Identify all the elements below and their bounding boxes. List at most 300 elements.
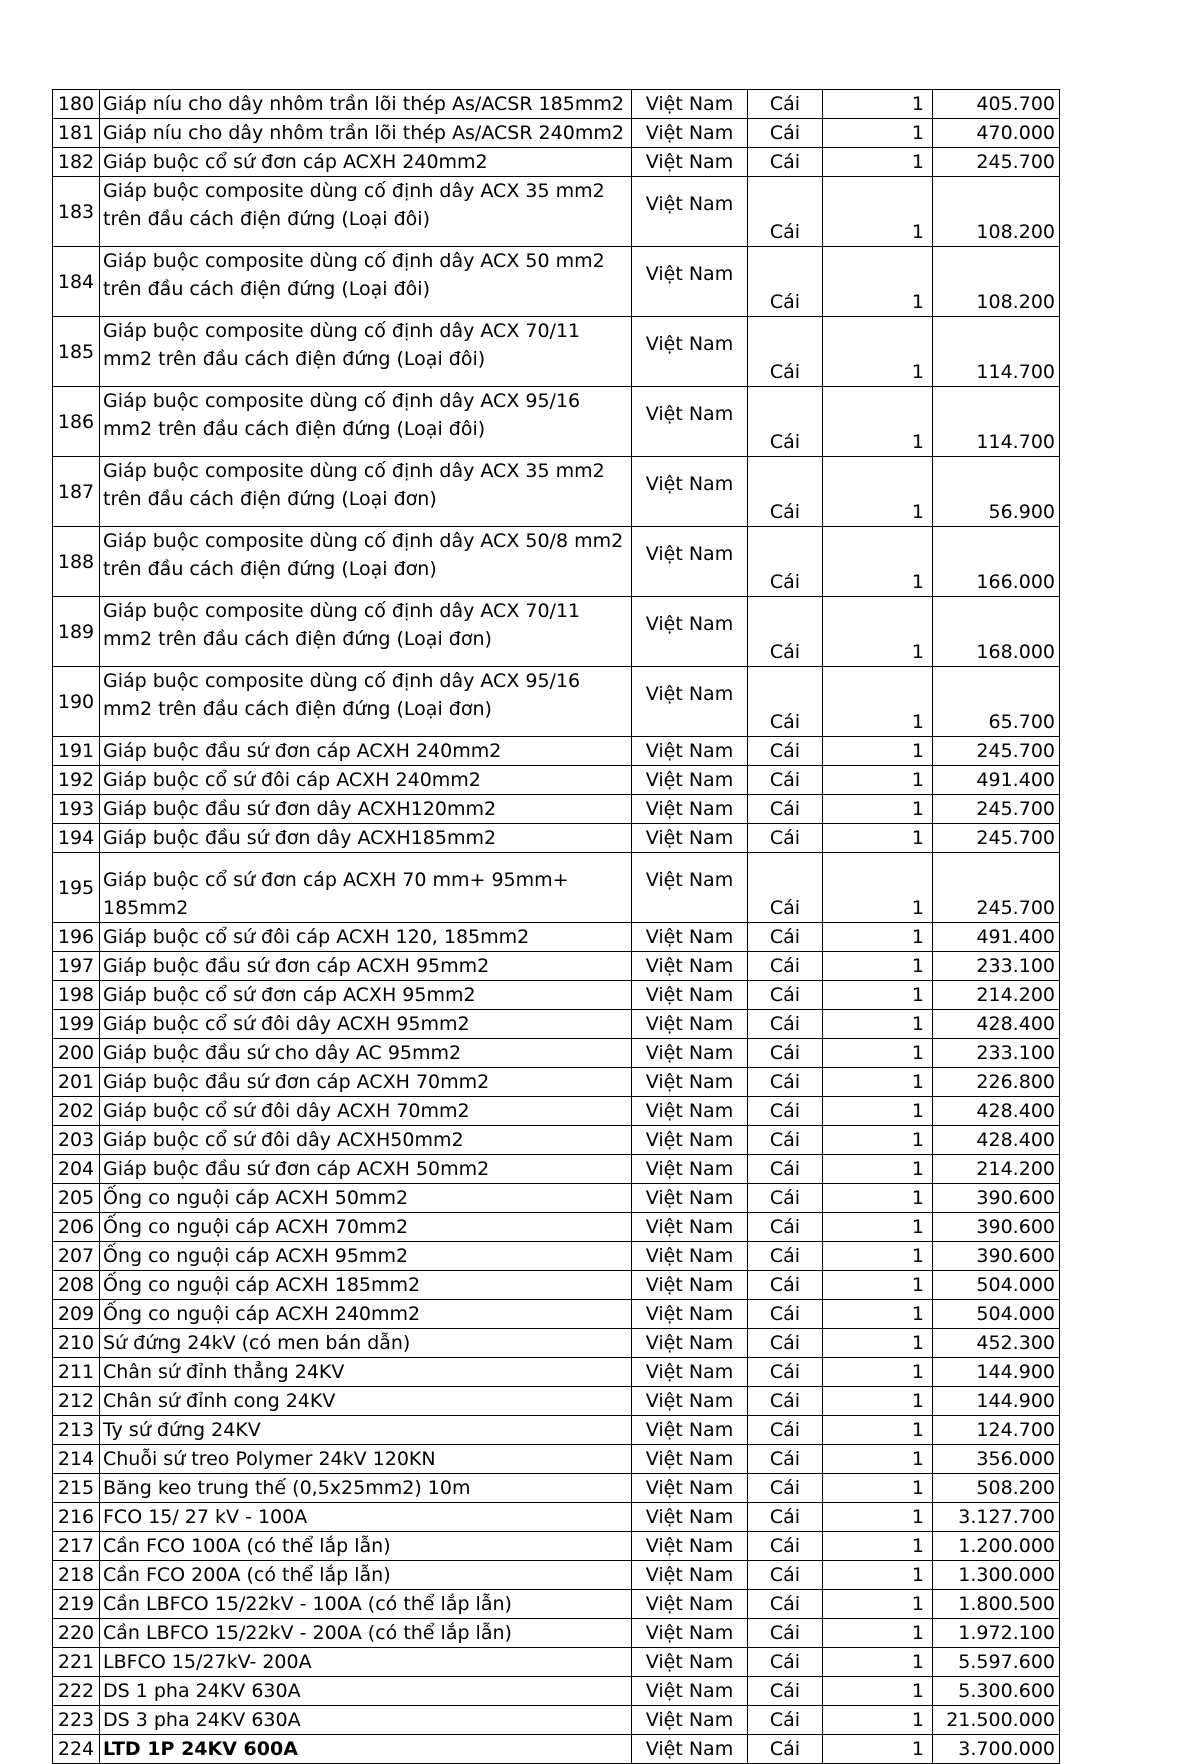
item-name: Cần LBFCO 15/22kV - 200A (có thể lắp lẫn)	[100, 1619, 632, 1648]
item-name: Cần LBFCO 15/22kV - 100A (có thể lắp lẫn)	[100, 1590, 632, 1619]
item-price: 168.000	[933, 597, 1060, 667]
row-number: 212	[53, 1387, 100, 1416]
item-name: Giáp buộc composite dùng cố định dây ACX 95/16 mm2 trên đầu cách điện đứng (Loại đôi)	[100, 387, 632, 457]
item-price: 65.700	[933, 667, 1060, 737]
item-unit: Cái	[748, 667, 823, 737]
item-origin: Việt Nam	[632, 1329, 748, 1358]
item-quantity: 1	[823, 1068, 933, 1097]
row-number: 189	[53, 597, 100, 667]
item-unit: Cái	[748, 1648, 823, 1677]
item-unit: Cái	[748, 1416, 823, 1445]
row-number: 192	[53, 766, 100, 795]
table-row	[53, 1039, 1060, 1068]
row-number: 196	[53, 923, 100, 952]
item-name: Băng keo trung thế (0,5x25mm2) 10m	[100, 1474, 632, 1503]
item-name: LTD 1P 24KV 600A	[100, 1735, 632, 1764]
table-row	[53, 1213, 1060, 1242]
table-row	[53, 737, 1060, 766]
item-quantity: 1	[823, 795, 933, 824]
item-unit: Cái	[748, 795, 823, 824]
item-name: Giáp buộc composite dùng cố định dây ACX 70/11 mm2 trên đầu cách điện đứng (Loại đơn)	[100, 597, 632, 667]
item-quantity: 1	[823, 1039, 933, 1068]
table-row	[53, 952, 1060, 981]
item-unit: Cái	[748, 1735, 823, 1764]
row-number: 194	[53, 824, 100, 853]
table-row	[53, 1358, 1060, 1387]
item-origin: Việt Nam	[632, 1706, 748, 1735]
item-price: 504.000	[933, 1271, 1060, 1300]
table-row	[53, 1010, 1060, 1039]
item-price: 1.972.100	[933, 1619, 1060, 1648]
table-row	[53, 667, 1060, 737]
item-price: 108.200	[933, 247, 1060, 317]
table-row	[53, 387, 1060, 457]
item-origin: Việt Nam	[632, 1474, 748, 1503]
table-row	[53, 1126, 1060, 1155]
table-row	[53, 1474, 1060, 1503]
item-unit: Cái	[748, 1242, 823, 1271]
item-name: Chân sứ đỉnh thẳng 24KV	[100, 1358, 632, 1387]
row-number: 204	[53, 1155, 100, 1184]
item-unit: Cái	[748, 1532, 823, 1561]
item-quantity: 1	[823, 737, 933, 766]
item-quantity: 1	[823, 177, 933, 247]
item-origin: Việt Nam	[632, 387, 748, 457]
item-unit: Cái	[748, 1097, 823, 1126]
table-row	[53, 923, 1060, 952]
item-origin: Việt Nam	[632, 1155, 748, 1184]
item-origin: Việt Nam	[632, 1271, 748, 1300]
item-origin: Việt Nam	[632, 1648, 748, 1677]
item-origin: Việt Nam	[632, 1126, 748, 1155]
item-name: Ty sứ đứng 24KV	[100, 1416, 632, 1445]
table-row	[53, 1242, 1060, 1271]
row-number: 224	[53, 1735, 100, 1764]
item-quantity: 1	[823, 1126, 933, 1155]
item-name: Giáp buộc cổ sứ đôi dây ACXH50mm2	[100, 1126, 632, 1155]
row-number: 198	[53, 981, 100, 1010]
item-quantity: 1	[823, 1329, 933, 1358]
table-row	[53, 853, 1060, 923]
item-origin: Việt Nam	[632, 737, 748, 766]
item-quantity: 1	[823, 667, 933, 737]
item-quantity: 1	[823, 1300, 933, 1329]
item-quantity: 1	[823, 923, 933, 952]
table-row	[53, 1329, 1060, 1358]
item-unit: Cái	[748, 387, 823, 457]
row-number: 199	[53, 1010, 100, 1039]
item-origin: Việt Nam	[632, 1039, 748, 1068]
item-unit: Cái	[748, 1706, 823, 1735]
table-row	[53, 247, 1060, 317]
item-quantity: 1	[823, 1677, 933, 1706]
item-price: 5.597.600	[933, 1648, 1060, 1677]
item-quantity: 1	[823, 1271, 933, 1300]
row-number: 208	[53, 1271, 100, 1300]
item-name: Sứ đứng 24kV (có men bán dẫn)	[100, 1329, 632, 1358]
item-unit: Cái	[748, 247, 823, 317]
item-quantity: 1	[823, 1590, 933, 1619]
item-price: 3.700.000	[933, 1735, 1060, 1764]
item-price: 390.600	[933, 1184, 1060, 1213]
item-price: 214.200	[933, 1155, 1060, 1184]
item-price: 491.400	[933, 923, 1060, 952]
item-quantity: 1	[823, 1010, 933, 1039]
item-price: 452.300	[933, 1329, 1060, 1358]
table-row	[53, 1300, 1060, 1329]
item-name: Giáp buộc cổ sứ đôi dây ACXH 70mm2	[100, 1097, 632, 1126]
item-origin: Việt Nam	[632, 527, 748, 597]
item-origin: Việt Nam	[632, 1619, 748, 1648]
item-name: Chân sứ đỉnh cong 24KV	[100, 1387, 632, 1416]
row-number: 191	[53, 737, 100, 766]
item-price: 1.200.000	[933, 1532, 1060, 1561]
table-row	[53, 1561, 1060, 1590]
item-origin: Việt Nam	[632, 1445, 748, 1474]
row-number: 211	[53, 1358, 100, 1387]
item-name: Ống co nguội cáp ACXH 70mm2	[100, 1213, 632, 1242]
price-table	[52, 89, 1060, 1764]
item-origin: Việt Nam	[632, 1503, 748, 1532]
item-unit: Cái	[748, 177, 823, 247]
item-unit: Cái	[748, 1561, 823, 1590]
item-price: 114.700	[933, 387, 1060, 457]
item-quantity: 1	[823, 387, 933, 457]
item-unit: Cái	[748, 1010, 823, 1039]
item-price: 21.500.000	[933, 1706, 1060, 1735]
item-price: 124.700	[933, 1416, 1060, 1445]
row-number: 207	[53, 1242, 100, 1271]
item-unit: Cái	[748, 1068, 823, 1097]
row-number: 184	[53, 247, 100, 317]
item-quantity: 1	[823, 1416, 933, 1445]
item-name: Ống co nguội cáp ACXH 50mm2	[100, 1184, 632, 1213]
item-price: 491.400	[933, 766, 1060, 795]
row-number: 221	[53, 1648, 100, 1677]
item-origin: Việt Nam	[632, 795, 748, 824]
item-quantity: 1	[823, 148, 933, 177]
table-row	[53, 1387, 1060, 1416]
row-number: 193	[53, 795, 100, 824]
item-price: 428.400	[933, 1097, 1060, 1126]
item-name: Giáp buộc cổ sứ đôi cáp ACXH 240mm2	[100, 766, 632, 795]
item-name: Chuỗi sứ treo Polymer 24kV 120KN	[100, 1445, 632, 1474]
item-origin: Việt Nam	[632, 667, 748, 737]
item-name: Giáp buộc composite dùng cố định dây ACX 35 mm2 trên đầu cách điện đứng (Loại đôi)	[100, 177, 632, 247]
item-origin: Việt Nam	[632, 457, 748, 527]
item-quantity: 1	[823, 457, 933, 527]
table-row	[53, 795, 1060, 824]
row-number: 223	[53, 1706, 100, 1735]
item-price: 470.000	[933, 119, 1060, 148]
item-origin: Việt Nam	[632, 177, 748, 247]
row-number: 183	[53, 177, 100, 247]
item-price: 56.900	[933, 457, 1060, 527]
item-quantity: 1	[823, 1735, 933, 1764]
item-unit: Cái	[748, 1503, 823, 1532]
row-number: 209	[53, 1300, 100, 1329]
item-quantity: 1	[823, 824, 933, 853]
item-name: Giáp buộc composite dùng cố định dây ACX 50/8 mm2 trên đầu cách điện đứng (Loại đơn)	[100, 527, 632, 597]
item-price: 214.200	[933, 981, 1060, 1010]
row-number: 213	[53, 1416, 100, 1445]
row-number: 220	[53, 1619, 100, 1648]
row-number: 217	[53, 1532, 100, 1561]
item-origin: Việt Nam	[632, 1416, 748, 1445]
item-origin: Việt Nam	[632, 1213, 748, 1242]
item-price: 233.100	[933, 952, 1060, 981]
row-number: 219	[53, 1590, 100, 1619]
item-origin: Việt Nam	[632, 853, 748, 923]
table-row	[53, 1184, 1060, 1213]
item-unit: Cái	[748, 597, 823, 667]
row-number: 222	[53, 1677, 100, 1706]
item-name: DS 3 pha 24KV 630A	[100, 1706, 632, 1735]
item-quantity: 1	[823, 90, 933, 119]
item-price: 108.200	[933, 177, 1060, 247]
table-row	[53, 824, 1060, 853]
item-quantity: 1	[823, 1213, 933, 1242]
item-name: Giáp buộc đầu sứ đơn dây ACXH120mm2	[100, 795, 632, 824]
item-name: Giáp buộc cổ sứ đơn cáp ACXH 240mm2	[100, 148, 632, 177]
item-unit: Cái	[748, 1387, 823, 1416]
item-name: Ống co nguội cáp ACXH 95mm2	[100, 1242, 632, 1271]
item-quantity: 1	[823, 1184, 933, 1213]
item-unit: Cái	[748, 1213, 823, 1242]
row-number: 214	[53, 1445, 100, 1474]
table-row	[53, 1619, 1060, 1648]
item-quantity: 1	[823, 597, 933, 667]
item-quantity: 1	[823, 1445, 933, 1474]
item-quantity: 1	[823, 1097, 933, 1126]
item-quantity: 1	[823, 1387, 933, 1416]
row-number: 185	[53, 317, 100, 387]
item-origin: Việt Nam	[632, 1242, 748, 1271]
row-number: 203	[53, 1126, 100, 1155]
item-origin: Việt Nam	[632, 1068, 748, 1097]
item-price: 405.700	[933, 90, 1060, 119]
item-name: Giáp buộc đầu sứ cho dây AC 95mm2	[100, 1039, 632, 1068]
item-quantity: 1	[823, 853, 933, 923]
table-row	[53, 1735, 1060, 1764]
table-row	[53, 1532, 1060, 1561]
item-name: Giáp buộc cổ sứ đôi cáp ACXH 120, 185mm2	[100, 923, 632, 952]
table-row	[53, 1155, 1060, 1184]
item-origin: Việt Nam	[632, 1590, 748, 1619]
item-origin: Việt Nam	[632, 824, 748, 853]
item-name: Giáp níu cho dây nhôm trần lõi thép As/ACSR 240mm2	[100, 119, 632, 148]
item-origin: Việt Nam	[632, 247, 748, 317]
item-unit: Cái	[748, 527, 823, 597]
item-price: 166.000	[933, 527, 1060, 597]
item-price: 1.300.000	[933, 1561, 1060, 1590]
item-unit: Cái	[748, 981, 823, 1010]
item-unit: Cái	[748, 1445, 823, 1474]
table-row	[53, 981, 1060, 1010]
item-unit: Cái	[748, 317, 823, 387]
table-row	[53, 1677, 1060, 1706]
item-origin: Việt Nam	[632, 923, 748, 952]
item-unit: Cái	[748, 1039, 823, 1068]
item-name: Cần FCO 100A (có thể lắp lẫn)	[100, 1532, 632, 1561]
table-row	[53, 597, 1060, 667]
item-name: Giáp buộc composite dùng cố định dây ACX 50 mm2 trên đầu cách điện đứng (Loại đôi)	[100, 247, 632, 317]
item-unit: Cái	[748, 1155, 823, 1184]
row-number: 201	[53, 1068, 100, 1097]
row-number: 215	[53, 1474, 100, 1503]
item-unit: Cái	[748, 853, 823, 923]
item-origin: Việt Nam	[632, 317, 748, 387]
item-quantity: 1	[823, 1648, 933, 1677]
item-unit: Cái	[748, 766, 823, 795]
item-price: 356.000	[933, 1445, 1060, 1474]
row-number: 197	[53, 952, 100, 981]
item-price: 226.800	[933, 1068, 1060, 1097]
table-row	[53, 766, 1060, 795]
item-quantity: 1	[823, 317, 933, 387]
table-row	[53, 119, 1060, 148]
item-origin: Việt Nam	[632, 90, 748, 119]
row-number: 202	[53, 1097, 100, 1126]
item-price: 245.700	[933, 853, 1060, 923]
item-quantity: 1	[823, 981, 933, 1010]
item-name: Cần FCO 200A (có thể lắp lẫn)	[100, 1561, 632, 1590]
item-price: 390.600	[933, 1213, 1060, 1242]
item-price: 508.200	[933, 1474, 1060, 1503]
table-row	[53, 1068, 1060, 1097]
item-price: 144.900	[933, 1358, 1060, 1387]
item-name: Giáp buộc đầu sứ đơn cáp ACXH 95mm2	[100, 952, 632, 981]
item-origin: Việt Nam	[632, 119, 748, 148]
row-number: 206	[53, 1213, 100, 1242]
row-number: 195	[53, 853, 100, 923]
item-unit: Cái	[748, 923, 823, 952]
item-origin: Việt Nam	[632, 597, 748, 667]
row-number: 181	[53, 119, 100, 148]
item-price: 428.400	[933, 1010, 1060, 1039]
item-unit: Cái	[748, 737, 823, 766]
item-quantity: 1	[823, 1358, 933, 1387]
item-unit: Cái	[748, 1300, 823, 1329]
table-row	[53, 1416, 1060, 1445]
item-price: 245.700	[933, 737, 1060, 766]
item-name: Giáp buộc cổ sứ đơn cáp ACXH 70 mm+ 95mm+ 185mm2	[100, 853, 632, 923]
item-price: 390.600	[933, 1242, 1060, 1271]
item-price: 1.800.500	[933, 1590, 1060, 1619]
table-row	[53, 317, 1060, 387]
item-price: 144.900	[933, 1387, 1060, 1416]
item-unit: Cái	[748, 1590, 823, 1619]
item-origin: Việt Nam	[632, 1358, 748, 1387]
item-price: 504.000	[933, 1300, 1060, 1329]
table-row	[53, 177, 1060, 247]
price-table-body	[53, 90, 1060, 1764]
item-unit: Cái	[748, 952, 823, 981]
item-name: Giáp buộc cổ sứ đơn cáp ACXH 95mm2	[100, 981, 632, 1010]
item-origin: Việt Nam	[632, 1561, 748, 1590]
table-row	[53, 1445, 1060, 1474]
item-quantity: 1	[823, 1503, 933, 1532]
row-number: 216	[53, 1503, 100, 1532]
row-number: 182	[53, 148, 100, 177]
item-price: 245.700	[933, 148, 1060, 177]
item-origin: Việt Nam	[632, 1735, 748, 1764]
item-quantity: 1	[823, 247, 933, 317]
item-name: LBFCO 15/27kV- 200A	[100, 1648, 632, 1677]
item-origin: Việt Nam	[632, 1387, 748, 1416]
item-name: Giáp níu cho dây nhôm trần lõi thép As/ACSR 185mm2	[100, 90, 632, 119]
item-unit: Cái	[748, 1619, 823, 1648]
item-name: Giáp buộc cổ sứ đôi dây ACXH 95mm2	[100, 1010, 632, 1039]
item-name: Giáp buộc composite dùng cố định dây ACX 35 mm2 trên đầu cách điện đứng (Loại đơn)	[100, 457, 632, 527]
item-quantity: 1	[823, 119, 933, 148]
item-price: 3.127.700	[933, 1503, 1060, 1532]
table-row	[53, 1706, 1060, 1735]
item-origin: Việt Nam	[632, 1300, 748, 1329]
item-unit: Cái	[748, 1126, 823, 1155]
item-origin: Việt Nam	[632, 1532, 748, 1561]
table-row	[53, 1271, 1060, 1300]
item-name: Ống co nguội cáp ACXH 185mm2	[100, 1271, 632, 1300]
item-price: 114.700	[933, 317, 1060, 387]
row-number: 188	[53, 527, 100, 597]
item-quantity: 1	[823, 1532, 933, 1561]
item-price: 245.700	[933, 795, 1060, 824]
item-unit: Cái	[748, 1474, 823, 1503]
item-origin: Việt Nam	[632, 766, 748, 795]
table-row	[53, 527, 1060, 597]
table-row	[53, 1648, 1060, 1677]
table-row	[53, 148, 1060, 177]
item-price: 5.300.600	[933, 1677, 1060, 1706]
item-unit: Cái	[748, 1329, 823, 1358]
table-row	[53, 1503, 1060, 1532]
item-quantity: 1	[823, 952, 933, 981]
item-unit: Cái	[748, 148, 823, 177]
item-unit: Cái	[748, 1358, 823, 1387]
item-origin: Việt Nam	[632, 1010, 748, 1039]
item-name: FCO 15/ 27 kV - 100A	[100, 1503, 632, 1532]
item-quantity: 1	[823, 1706, 933, 1735]
row-number: 180	[53, 90, 100, 119]
item-quantity: 1	[823, 1242, 933, 1271]
row-number: 186	[53, 387, 100, 457]
item-quantity: 1	[823, 527, 933, 597]
item-price: 233.100	[933, 1039, 1060, 1068]
item-name: Giáp buộc composite dùng cố định dây ACX 70/11 mm2 trên đầu cách điện đứng (Loại đôi)	[100, 317, 632, 387]
item-name: Giáp buộc composite dùng cố định dây ACX 95/16 mm2 trên đầu cách điện đứng (Loại đơn)	[100, 667, 632, 737]
item-unit: Cái	[748, 1184, 823, 1213]
item-price: 428.400	[933, 1126, 1060, 1155]
item-name: Ống co nguội cáp ACXH 240mm2	[100, 1300, 632, 1329]
item-name: Giáp buộc đầu sứ đơn dây ACXH185mm2	[100, 824, 632, 853]
row-number: 190	[53, 667, 100, 737]
row-number: 218	[53, 1561, 100, 1590]
item-quantity: 1	[823, 1155, 933, 1184]
item-quantity: 1	[823, 766, 933, 795]
item-quantity: 1	[823, 1619, 933, 1648]
row-number: 200	[53, 1039, 100, 1068]
item-origin: Việt Nam	[632, 981, 748, 1010]
item-unit: Cái	[748, 457, 823, 527]
item-origin: Việt Nam	[632, 952, 748, 981]
item-origin: Việt Nam	[632, 148, 748, 177]
item-quantity: 1	[823, 1561, 933, 1590]
item-name: Giáp buộc đầu sứ đơn cáp ACXH 70mm2	[100, 1068, 632, 1097]
row-number: 205	[53, 1184, 100, 1213]
item-price: 245.700	[933, 824, 1060, 853]
item-name: Giáp buộc đầu sứ đơn cáp ACXH 240mm2	[100, 737, 632, 766]
